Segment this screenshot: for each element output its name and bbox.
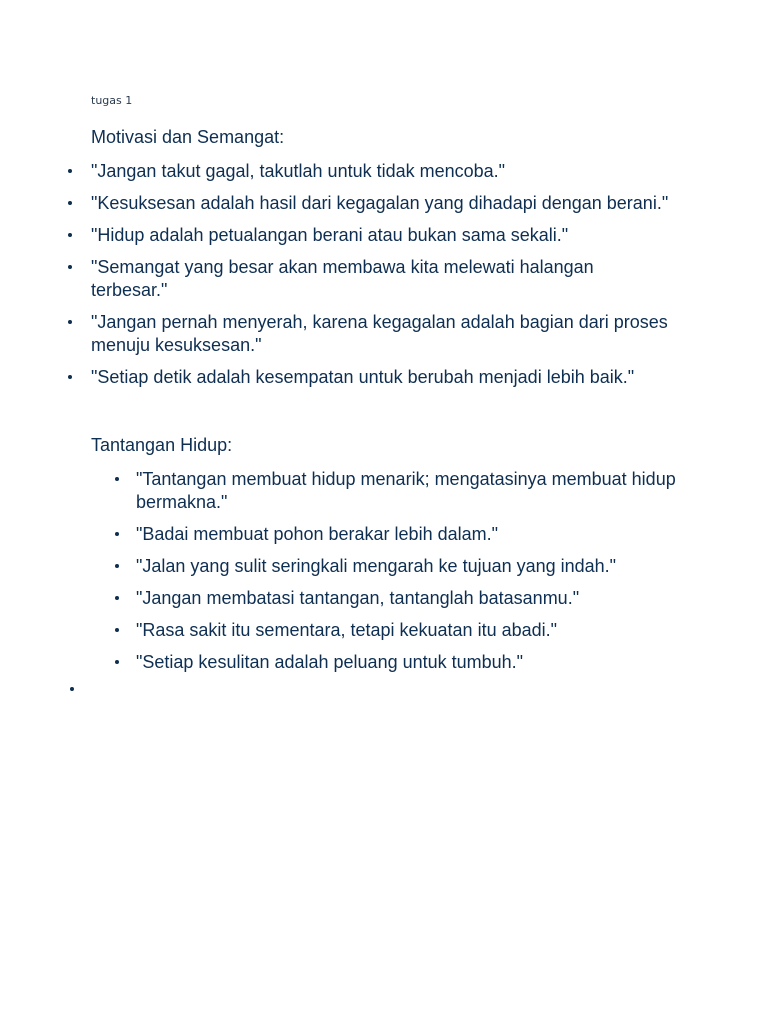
empty-bullet-icon (70, 687, 74, 691)
list-item (0, 160, 768, 183)
bullet-icon (115, 532, 119, 536)
list-item (0, 224, 768, 247)
list-item (0, 555, 768, 578)
list-item (0, 523, 768, 546)
bullet-icon (68, 201, 72, 205)
section-heading-motivasi: Motivasi dan Semangat: (91, 127, 285, 147)
list-item (0, 311, 768, 357)
bullet-icon (115, 477, 119, 481)
list-item-text: "Jalan yang sulit seringkali mengarah ke tujuan yang indah." (136, 556, 617, 576)
list-item-text: "Setiap detik adalah kesempatan untuk berubah menjadi lebih baik." (91, 367, 635, 387)
header-note: tugas 1 (91, 94, 133, 107)
bullet-icon (68, 320, 72, 324)
list-item-text: "Badai membuat pohon berakar lebih dalam." (136, 524, 498, 544)
bullet-icon (68, 375, 72, 379)
list-item-text: "Jangan takut gagal, takutlah untuk tidak mencoba." (91, 161, 506, 181)
bullet-icon (68, 233, 72, 237)
list-item-text: "Rasa sakit itu sementara, tetapi kekuatan itu abadi." (136, 620, 558, 640)
list-item (0, 587, 768, 610)
list-item-text: "Tantangan membuat hidup menarik; mengatasinya membuat hidup bermakna." (136, 469, 676, 512)
list-item (0, 256, 768, 302)
section-heading-tantangan: Tantangan Hidup: (91, 435, 233, 455)
list-item-text: "Semangat yang besar akan membawa kita melewati halangan terbesar." (91, 257, 594, 300)
list-item (0, 366, 768, 389)
bullet-icon (115, 660, 119, 664)
list-item-text: "Hidup adalah petualangan berani atau bukan sama sekali." (91, 225, 569, 245)
list-item-text: "Jangan membatasi tantangan, tantanglah batasanmu." (136, 588, 580, 608)
bullet-icon (115, 596, 119, 600)
list-item-text: "Kesuksesan adalah hasil dari kegagalan yang dihadapi dengan berani." (91, 193, 669, 213)
bullet-icon (115, 564, 119, 568)
list-item (0, 651, 768, 674)
list-item (0, 468, 768, 514)
list-item (0, 192, 768, 215)
bullet-icon (68, 169, 72, 173)
list-item (0, 619, 768, 642)
list-item-text: "Jangan pernah menyerah, karena kegagalan adalah bagian dari proses menuju kesuksesan." (91, 312, 668, 355)
list-item-text: "Setiap kesulitan adalah peluang untuk tumbuh." (136, 652, 524, 672)
bullet-icon (115, 628, 119, 632)
tantangan-list (0, 468, 768, 683)
motivasi-list (0, 160, 768, 398)
bullet-icon (68, 265, 72, 269)
